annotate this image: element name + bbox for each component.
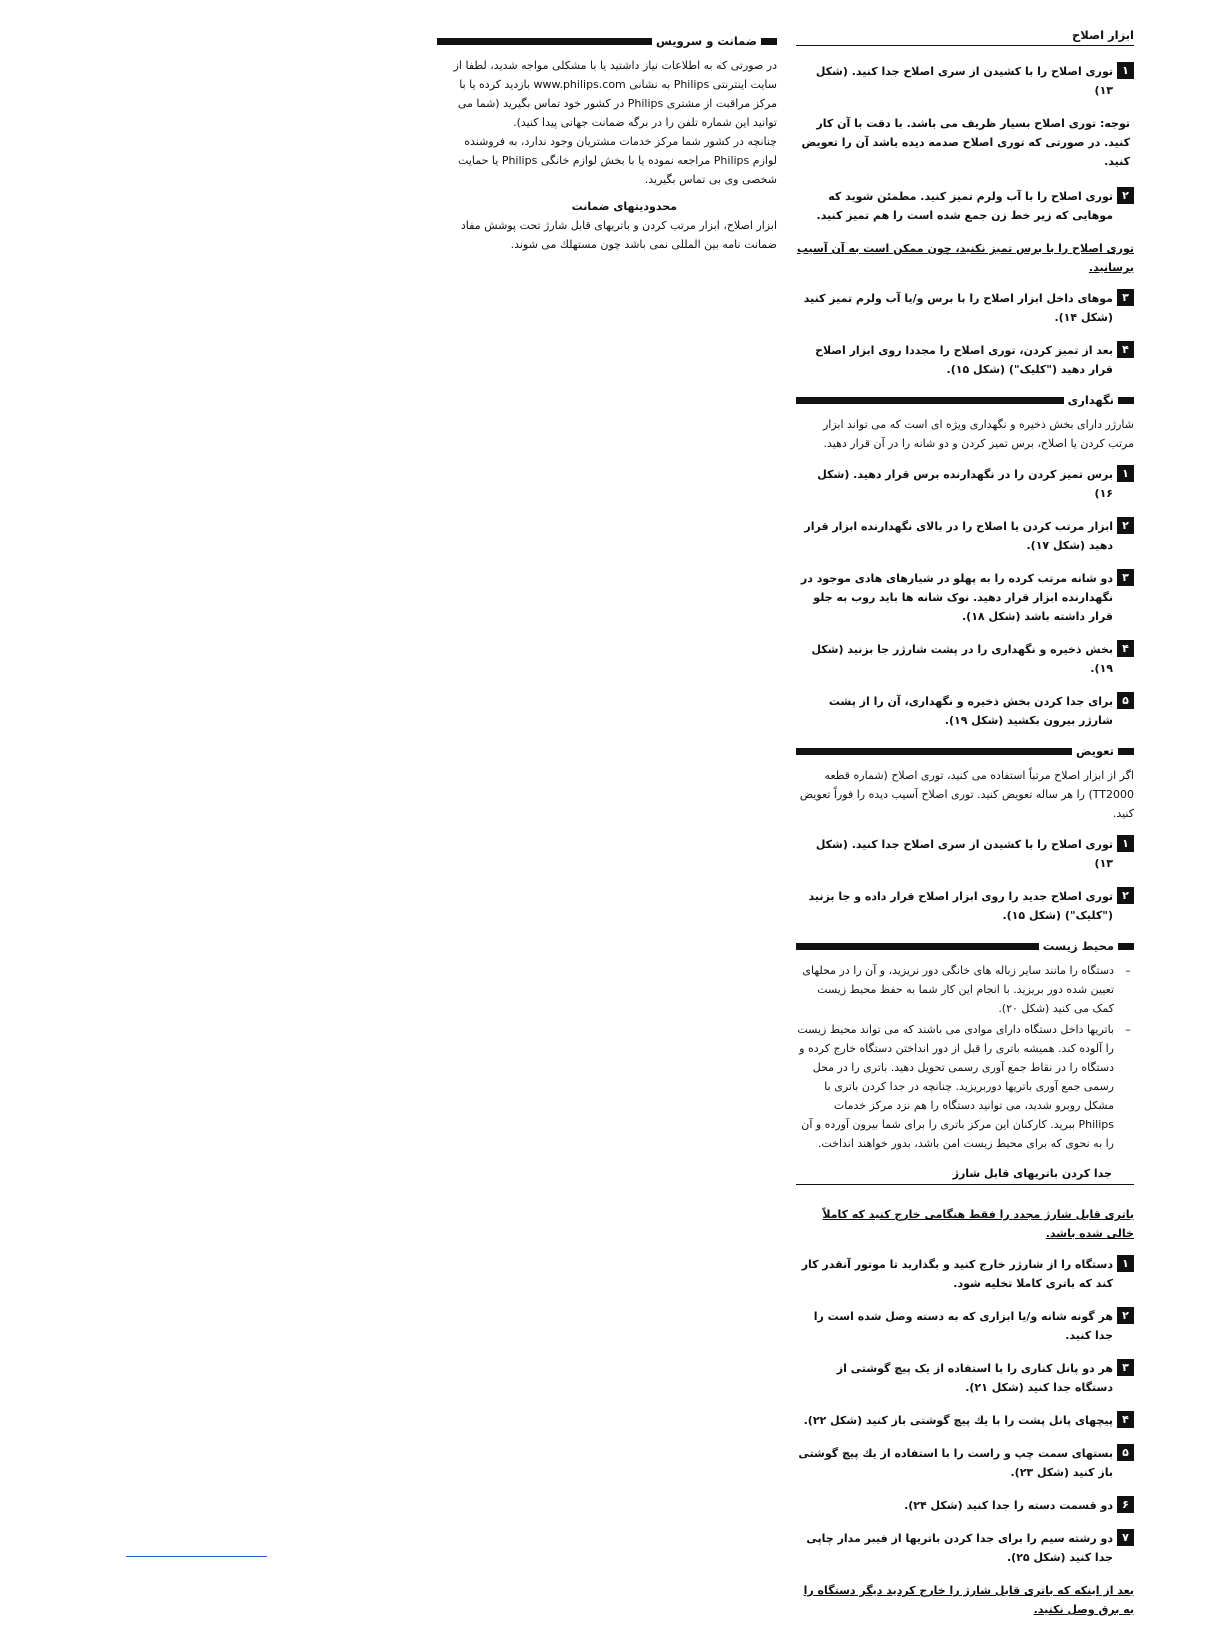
step-text: توری اصلاح جدید را روی ابزار اصلاح قرار داده و جا بزنید ("کلیک") (شکل ۱۵).	[808, 890, 1113, 922]
battery-final-warning: بعد از اینکه که باتری قابل شارژ را خارج کردید دیگر دستگاه را به برق وصل نکنید.	[803, 1584, 1134, 1616]
bullet-text: باتریها داخل دستگاه دارای موادی می باشند که می تواند محیط زیست را آلوده کند. همیشه باتری را قبل از دور انداختن دستگاه خارج کرده و دستگاه را در نقاط جمع آوری رسمی تحویل دهید. باتری را در محل رسمی جمع آوری باتریها دوربریزید. چنانچه در جدا کردن باتری با مشکل روبرو شدید، می توانید دستگاه را هم نزد مرکز خدمات Philips ببرید. کارکنان این مرکز باتری را برای شما بیرون آورده و آن را به نحوی که برای محیط زیست امن باشد، بدور خواهند انداخت.	[797, 1023, 1114, 1150]
warranty-section-header	[437, 34, 777, 48]
step-number: ۳	[1117, 1359, 1134, 1376]
storage-heading: نگهداری	[1067, 393, 1114, 407]
tools-warning: توری اصلاح را با برس تمیز نکنید، چون ممکن است به آن آسیب برسانید.	[796, 242, 1134, 274]
step-number: ۱	[1117, 1255, 1134, 1272]
step-item	[796, 1444, 1134, 1482]
bullet-dash: –	[1125, 1023, 1131, 1036]
list-item	[796, 1020, 1134, 1153]
step-text: توری اصلاح را با آب ولرم تمیز کنید. مطمئن شوید که موهایی که زیر خط زن جمع شده است را هم تمیز کنید.	[816, 190, 1113, 222]
step-number: ۲	[1117, 187, 1134, 204]
step-number: ۵	[1117, 692, 1134, 709]
step-number: ۱	[1117, 465, 1134, 482]
step-item	[796, 289, 1134, 327]
bullet-dash: –	[1125, 964, 1131, 977]
step-text: برای جدا کردن بخش ذخیره و نگهداری، آن را از پشت شارژر بیرون بکشید (شکل ۱۹).	[828, 695, 1113, 727]
environment-section-header	[796, 939, 1134, 953]
heading-block	[761, 38, 777, 45]
warranty-text-1: در صورتی که به اطلاعات نیاز داشتید یا با مشکلی مواجه شدید، لطفا از سایت اینترنتی Philips به نشانی www.philips.com بازدید کرده یا با مرکز مراقبت از مشتری Philips در کشور خود تماس بگیرید (شما می توانید این شماره تلفن را در برگه ضمانت جهانی پیدا کنید).	[453, 59, 777, 129]
environment-heading: محیط زیست	[1042, 939, 1114, 953]
step-number: ۵	[1117, 1444, 1134, 1461]
step-number: ۴	[1117, 1411, 1134, 1428]
heading-block	[1118, 748, 1134, 755]
step-item	[796, 465, 1134, 503]
step-item	[796, 1255, 1134, 1293]
step-number: ۶	[1117, 1496, 1134, 1513]
step-number: ۲	[1117, 1307, 1134, 1324]
step-item	[796, 62, 1134, 100]
step-text: دو رشته سیم را برای جدا کردن باتریها از فیبر مدار چاپی جدا کنید (شکل ۲۵).	[806, 1532, 1113, 1564]
step-item	[796, 341, 1134, 379]
limitations-text: ابزار اصلاح، ابزار مرتب کردن و باتریهای قابل شارژ تحت پوشش مفاد ضمانت نامه بین المللی نمی باشد چون مستهلك می شوند.	[460, 219, 777, 251]
step-item	[796, 1411, 1134, 1430]
warranty-heading: ضمانت و سرویس	[656, 34, 757, 48]
step-item	[796, 887, 1134, 925]
step-text: موهای داخل ابزار اصلاح را با برس و/یا آب ولرم تمیز کنید (شکل ۱۴).	[803, 292, 1113, 324]
heading-block	[1118, 943, 1134, 950]
step-text: برس تمیز کردن را در نگهدارنده برس قرار دهید. (شکل ۱۶)	[817, 468, 1113, 500]
step-number: ۷	[1117, 1529, 1134, 1546]
step-item	[796, 1307, 1134, 1345]
footer-rule	[126, 1556, 267, 1557]
step-text: پیچهای پانل پشت را با یك پیچ گوشتی باز كنید (شکل ۲۲).	[803, 1414, 1113, 1427]
step-item	[796, 640, 1134, 678]
step-item	[796, 835, 1134, 873]
step-text: دو قسمت دسته را جدا کنید (شکل ۲۴).	[904, 1499, 1113, 1512]
step-item	[796, 517, 1134, 555]
step-text: دستگاه را از شارژر خارج کنید و بگذارید تا موتور آنقدر کار کند که باتری کاملا تخلیه شود.	[801, 1258, 1113, 1290]
battery-heading: جدا کردن باتریهای قابل شارژ	[796, 1167, 1134, 1185]
heading-rule	[796, 397, 1064, 404]
step-number: ۲	[1117, 517, 1134, 534]
step-number: ۱	[1117, 62, 1134, 79]
step-item	[796, 187, 1134, 225]
replacement-section-header	[796, 744, 1134, 758]
tools-heading: ابزار اصلاح	[796, 28, 1134, 46]
warranty-text-2: چنانچه در کشور شما مرکز خدمات مشتریان وجود ندارد، به فروشنده لوازم Philips مراجعه نموده یا با بخش لوازم خانگی Philips یا حمایت شخصی وی بی تماس بگیرید.	[458, 135, 777, 186]
heading-block	[1118, 397, 1134, 404]
heading-rule	[437, 38, 652, 45]
replacement-intro: اگر از ابزار اصلاح مرتباً استفاده می کنید، توری اصلاح (شماره قطعه TT2000) را هر ساله تعویض کنید. توری اصلاح آسیب دیده را فوراً تعویض کنید.	[799, 769, 1134, 820]
step-number: ۳	[1117, 289, 1134, 306]
storage-section-header	[796, 393, 1134, 407]
step-item	[796, 1496, 1134, 1515]
step-number: ۱	[1117, 835, 1134, 852]
step-number: ۴	[1117, 640, 1134, 657]
step-item	[796, 569, 1134, 626]
storage-intro: شارژر دارای بخش ذخیره و نگهداری ویژه ای است که می تواند ابزار مرتب کردن یا اصلاح، برس تمیز کردن و دو شانه را در آن قرار دهید.	[822, 418, 1134, 450]
left-column	[437, 28, 777, 254]
replacement-heading: تعویض	[1075, 744, 1114, 758]
step-text: دو شانه مرتب کرده را به پهلو در شیارهای هادی موجود در نگهدارنده ابزار قرار دهید. نوک شانه ها باید روب به جلو قرار داشته باشد (شکل ۱۸).	[800, 572, 1113, 623]
right-column	[796, 28, 1134, 1631]
step-item	[796, 1529, 1134, 1567]
list-item	[796, 961, 1134, 1018]
bullet-text: دستگاه را مانند سایر زباله های خانگی دور نریزید، و آن را در محلهای تعیین شده دور بریزید. با انجام این کار شما به حفظ محیط زیست کمک می کنید (شکل ۲۰).	[802, 964, 1114, 1015]
tools-steps-a	[796, 62, 1134, 100]
step-item	[796, 692, 1134, 730]
step-item	[796, 1359, 1134, 1397]
step-text: ابزار مرتب کردن یا اصلاح را در بالای نگهدارنده ابزار قرار دهید (شکل ۱۷).	[804, 520, 1113, 552]
step-number: ۳	[1117, 569, 1134, 586]
step-number: ۲	[1117, 887, 1134, 904]
step-text: بخش ذخیره و نگهداری را در پشت شارژر جا بزنید (شکل ۱۹).	[811, 643, 1113, 675]
step-text: هر گونه شانه و/یا ابزاری که به دسته وصل شده است را جدا کنید.	[813, 1310, 1113, 1342]
step-text: بعد از تمیز کردن، توری اصلاح را مجددا روی ابزار اصلاح قرار دهید ("کلیک") (شکل ۱۵).	[815, 344, 1113, 376]
step-text: توری اصلاح را با کشیدن از سری اصلاح جدا کنید. (شکل ۱۳)	[815, 65, 1113, 97]
heading-rule	[796, 748, 1072, 755]
step-number: ۴	[1117, 341, 1134, 358]
battery-warning: باتری قابل شارژ مجدد را فقط هنگامی خارج کنید که کاملاً خالی شده باشد.	[822, 1208, 1134, 1240]
step-text: هر دو پانل کناری را با استفاده از یک پیچ گوشتی از دستگاه جدا کنید (شکل ۲۱).	[836, 1362, 1113, 1394]
heading-rule	[796, 943, 1039, 950]
step-text: توری اصلاح را با کشیدن از سری اصلاح جدا کنید. (شکل ۱۳)	[815, 838, 1113, 870]
step-text: بستهای سمت چپ و راست را با استفاده از یك پیچ گوشتی باز كنید (شکل ۲۳).	[798, 1447, 1113, 1479]
tools-note: توجه: توری اصلاح بسیار ظریف می باشد. با دقت با آن کار کنید. در صورتی که توری اصلاح صدمه دیده باشد آن را تعویض کنید.	[801, 117, 1130, 168]
limitations-heading: محدودیتهای ضمانت	[571, 200, 677, 213]
